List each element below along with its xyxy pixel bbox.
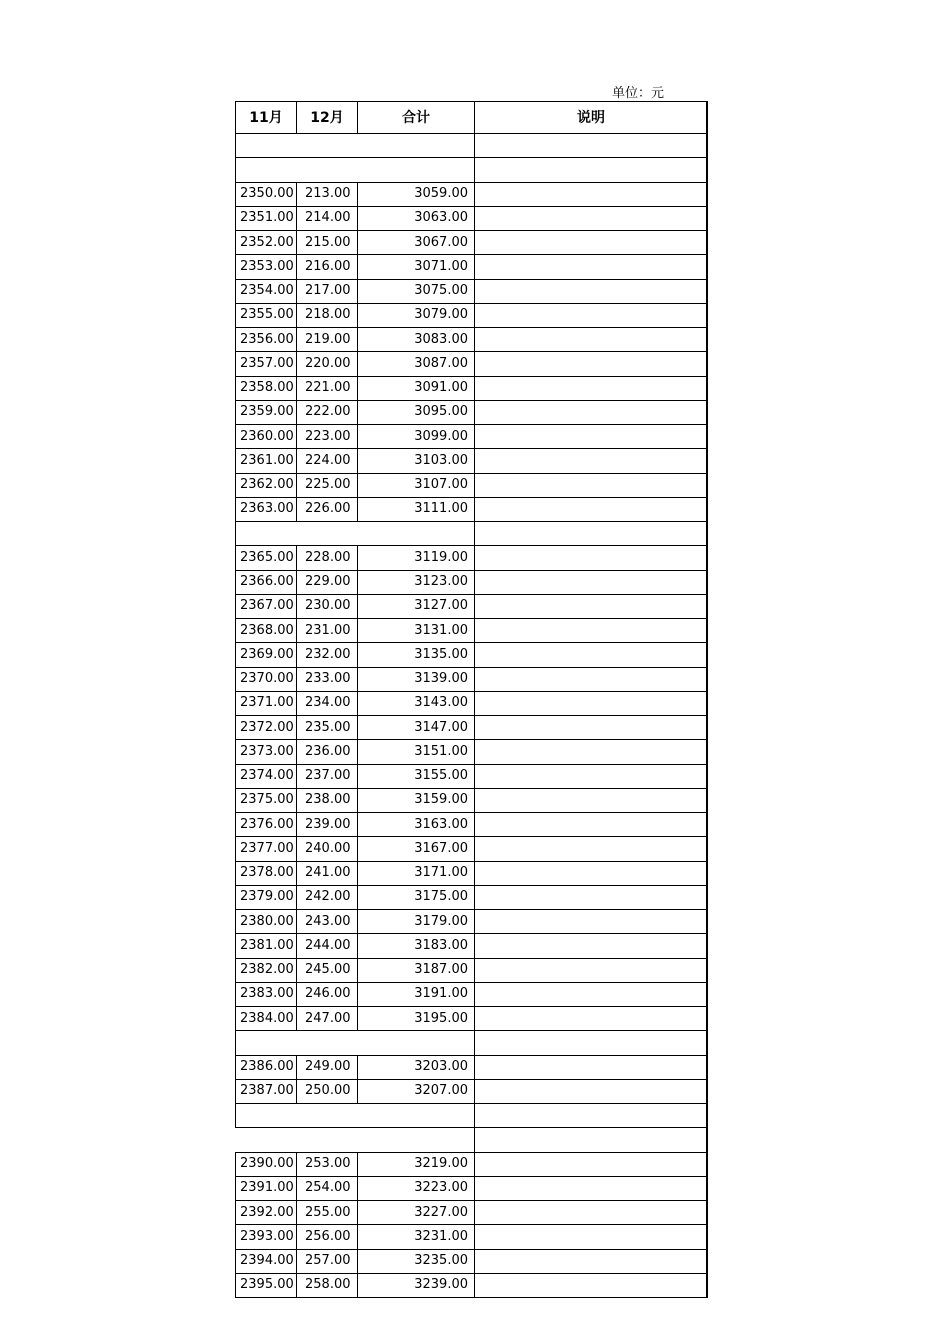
- cell-total[interactable]: 3183.00: [358, 934, 475, 958]
- cell-nov[interactable]: 2357.00: [236, 352, 297, 376]
- cell-total[interactable]: 3067.00: [358, 231, 475, 255]
- table-row: [236, 449, 708, 473]
- cell-nov[interactable]: 2362.00: [236, 473, 297, 497]
- cell-total[interactable]: 3059.00: [358, 182, 475, 206]
- cell-note[interactable]: [475, 958, 708, 982]
- cell-total[interactable]: [358, 1104, 475, 1128]
- cell-dec[interactable]: 222.00: [297, 400, 358, 424]
- header-dec: 12月: [297, 102, 358, 134]
- cell-nov[interactable]: 2379.00: [236, 885, 297, 909]
- table-row: [236, 328, 708, 352]
- cell-note[interactable]: [475, 643, 708, 667]
- table-row: [236, 352, 708, 376]
- cell-nov[interactable]: 2360.00: [236, 425, 297, 449]
- cell-dec[interactable]: 218.00: [297, 303, 358, 327]
- table-row: [236, 376, 708, 400]
- cell-total[interactable]: 3203.00: [358, 1055, 475, 1079]
- cell-note[interactable]: [475, 594, 708, 618]
- cell-total[interactable]: 3227.00: [358, 1201, 475, 1225]
- header-nov: 11月: [236, 102, 297, 134]
- table-row: [236, 497, 708, 521]
- cell-nov[interactable]: 2368.00: [236, 619, 297, 643]
- cell-dec[interactable]: 226.00: [297, 497, 358, 521]
- cell-note[interactable]: [475, 982, 708, 1006]
- table-row: [236, 473, 708, 497]
- cell-note[interactable]: [475, 303, 708, 327]
- table-row: [236, 643, 708, 667]
- cell-total[interactable]: 3187.00: [358, 958, 475, 982]
- cell-total[interactable]: [358, 158, 475, 182]
- table-row: [236, 1225, 708, 1249]
- cell-total[interactable]: 3175.00: [358, 885, 475, 909]
- cell-total[interactable]: 3135.00: [358, 643, 475, 667]
- cell-nov[interactable]: 2370.00: [236, 667, 297, 691]
- table-row: [236, 788, 708, 812]
- cell-total[interactable]: 3223.00: [358, 1176, 475, 1200]
- cell-total[interactable]: 3083.00: [358, 328, 475, 352]
- table-row: [236, 958, 708, 982]
- cell-total[interactable]: 3155.00: [358, 764, 475, 788]
- cell-note[interactable]: [475, 740, 708, 764]
- cell-dec[interactable]: [297, 134, 358, 158]
- cell-total[interactable]: 3195.00: [358, 1007, 475, 1031]
- cell-note[interactable]: [475, 570, 708, 594]
- cell-dec[interactable]: 237.00: [297, 764, 358, 788]
- cell-total[interactable]: 3123.00: [358, 570, 475, 594]
- cell-nov[interactable]: 2354.00: [236, 279, 297, 303]
- cell-total[interactable]: 3139.00: [358, 667, 475, 691]
- cell-total[interactable]: 3063.00: [358, 206, 475, 230]
- cell-total[interactable]: 3239.00: [358, 1273, 475, 1297]
- cell-nov[interactable]: 2359.00: [236, 400, 297, 424]
- cell-total[interactable]: 3167.00: [358, 837, 475, 861]
- table-row: [236, 716, 708, 740]
- cell-total[interactable]: 3079.00: [358, 303, 475, 327]
- cell-dec[interactable]: 234.00: [297, 691, 358, 715]
- cell-total[interactable]: 3131.00: [358, 619, 475, 643]
- table-row: [236, 1176, 708, 1200]
- cell-nov[interactable]: 2378.00: [236, 861, 297, 885]
- cell-dec[interactable]: 215.00: [297, 231, 358, 255]
- table-row: [236, 303, 708, 327]
- cell-nov[interactable]: [236, 1031, 297, 1055]
- table-row: [236, 1007, 708, 1031]
- cell-dec[interactable]: 229.00: [297, 570, 358, 594]
- cell-note[interactable]: [475, 691, 708, 715]
- cell-nov[interactable]: [236, 158, 297, 182]
- cell-total[interactable]: [358, 522, 475, 546]
- unit-label: 单位：元: [612, 86, 665, 101]
- cell-dec[interactable]: 239.00: [297, 813, 358, 837]
- cell-note[interactable]: [475, 328, 708, 352]
- cell-dec[interactable]: 217.00: [297, 279, 358, 303]
- cell-total[interactable]: 3179.00: [358, 910, 475, 934]
- cell-total[interactable]: 3127.00: [358, 594, 475, 618]
- cell-nov[interactable]: 2353.00: [236, 255, 297, 279]
- cell-total[interactable]: 3143.00: [358, 691, 475, 715]
- cell-total[interactable]: 3171.00: [358, 861, 475, 885]
- data-table: [235, 101, 708, 1298]
- table-row: [236, 1152, 708, 1176]
- table-row: [236, 231, 708, 255]
- header-note: 说明: [475, 102, 708, 134]
- cell-dec[interactable]: [297, 158, 358, 182]
- cell-dec[interactable]: 235.00: [297, 716, 358, 740]
- cell-dec[interactable]: 221.00: [297, 376, 358, 400]
- table-row: [236, 1249, 708, 1273]
- cell-dec[interactable]: 244.00: [297, 934, 358, 958]
- cell-note[interactable]: [475, 910, 708, 934]
- table-row: [236, 740, 708, 764]
- table-row: [236, 570, 708, 594]
- cell-note[interactable]: [475, 352, 708, 376]
- table-row: [236, 546, 708, 570]
- cell-total[interactable]: 3151.00: [358, 740, 475, 764]
- table-body: [236, 134, 708, 1298]
- cell-total[interactable]: 3087.00: [358, 352, 475, 376]
- table-row: [236, 1201, 708, 1225]
- cell-dec[interactable]: 257.00: [297, 1249, 358, 1273]
- cell-dec[interactable]: 230.00: [297, 594, 358, 618]
- cell-dec[interactable]: 236.00: [297, 740, 358, 764]
- table-row: [236, 1128, 708, 1152]
- cell-nov[interactable]: 2395.00: [236, 1273, 297, 1297]
- cell-dec[interactable]: 250.00: [297, 1079, 358, 1103]
- table-row: [236, 158, 708, 182]
- cell-note[interactable]: [475, 449, 708, 473]
- cell-note[interactable]: [475, 425, 708, 449]
- cell-nov[interactable]: 2365.00: [236, 546, 297, 570]
- cell-note[interactable]: [475, 546, 708, 570]
- cell-nov[interactable]: [236, 522, 297, 546]
- cell-total[interactable]: 3107.00: [358, 473, 475, 497]
- cell-nov[interactable]: 2387.00: [236, 1079, 297, 1103]
- cell-nov[interactable]: 2351.00: [236, 206, 297, 230]
- cell-nov[interactable]: 2350.00: [236, 182, 297, 206]
- cell-nov[interactable]: 2394.00: [236, 1249, 297, 1273]
- cell-dec[interactable]: 241.00: [297, 861, 358, 885]
- cell-note[interactable]: [475, 1152, 708, 1176]
- cell-nov[interactable]: [236, 1128, 297, 1152]
- cell-total[interactable]: 3095.00: [358, 400, 475, 424]
- cell-dec[interactable]: 220.00: [297, 352, 358, 376]
- cell-total[interactable]: 3111.00: [358, 497, 475, 521]
- table-row: [236, 522, 708, 546]
- cell-note[interactable]: [475, 376, 708, 400]
- cell-dec[interactable]: 219.00: [297, 328, 358, 352]
- cell-note[interactable]: [475, 1079, 708, 1103]
- cell-dec[interactable]: 249.00: [297, 1055, 358, 1079]
- cell-note[interactable]: [475, 400, 708, 424]
- cell-nov[interactable]: 2373.00: [236, 740, 297, 764]
- cell-note[interactable]: [475, 473, 708, 497]
- table-row: [236, 910, 708, 934]
- cell-nov[interactable]: 2369.00: [236, 643, 297, 667]
- table-row: [236, 182, 708, 206]
- cell-note[interactable]: [475, 1201, 708, 1225]
- cell-note[interactable]: [475, 1104, 708, 1128]
- cell-total[interactable]: 3163.00: [358, 813, 475, 837]
- cell-total[interactable]: [358, 1128, 475, 1152]
- cell-note[interactable]: [475, 1007, 708, 1031]
- cell-note[interactable]: [475, 764, 708, 788]
- cell-dec[interactable]: [297, 1128, 358, 1152]
- cell-nov[interactable]: 2392.00: [236, 1201, 297, 1225]
- table-row: [236, 1055, 708, 1079]
- table-row: [236, 206, 708, 230]
- table-row: [236, 134, 708, 158]
- cell-dec[interactable]: 247.00: [297, 1007, 358, 1031]
- table-row: [236, 691, 708, 715]
- table-row: [236, 619, 708, 643]
- cell-note[interactable]: [475, 1249, 708, 1273]
- cell-note[interactable]: [475, 667, 708, 691]
- cell-dec[interactable]: [297, 1031, 358, 1055]
- cell-note[interactable]: [475, 1031, 708, 1055]
- table-row: [236, 1031, 708, 1055]
- cell-note[interactable]: [475, 497, 708, 521]
- cell-nov[interactable]: 2375.00: [236, 788, 297, 812]
- header-total: 合计: [358, 102, 475, 134]
- table-row: [236, 1079, 708, 1103]
- table-row: [236, 885, 708, 909]
- cell-nov[interactable]: 2358.00: [236, 376, 297, 400]
- cell-note[interactable]: [475, 182, 708, 206]
- cell-dec[interactable]: 238.00: [297, 788, 358, 812]
- cell-note[interactable]: [475, 885, 708, 909]
- cell-dec[interactable]: 216.00: [297, 255, 358, 279]
- cell-total[interactable]: 3119.00: [358, 546, 475, 570]
- cell-nov[interactable]: 2386.00: [236, 1055, 297, 1079]
- cell-note[interactable]: [475, 1055, 708, 1079]
- cell-dec[interactable]: 224.00: [297, 449, 358, 473]
- cell-dec[interactable]: [297, 1104, 358, 1128]
- table-row: [236, 255, 708, 279]
- cell-note[interactable]: [475, 255, 708, 279]
- cell-dec[interactable]: 240.00: [297, 837, 358, 861]
- cell-dec[interactable]: 213.00: [297, 182, 358, 206]
- cell-nov[interactable]: 2381.00: [236, 934, 297, 958]
- cell-dec[interactable]: 214.00: [297, 206, 358, 230]
- cell-total[interactable]: 3099.00: [358, 425, 475, 449]
- cell-note[interactable]: [475, 134, 708, 158]
- cell-dec[interactable]: 254.00: [297, 1176, 358, 1200]
- cell-dec[interactable]: [297, 522, 358, 546]
- cell-note[interactable]: [475, 837, 708, 861]
- spreadsheet: [235, 101, 709, 1298]
- cell-nov[interactable]: 2374.00: [236, 764, 297, 788]
- cell-total[interactable]: 3103.00: [358, 449, 475, 473]
- table-row: [236, 934, 708, 958]
- table-row: [236, 837, 708, 861]
- cell-total[interactable]: 3235.00: [358, 1249, 475, 1273]
- cell-total[interactable]: [358, 134, 475, 158]
- cell-nov[interactable]: 2393.00: [236, 1225, 297, 1249]
- cell-total[interactable]: 3091.00: [358, 376, 475, 400]
- cell-dec[interactable]: 228.00: [297, 546, 358, 570]
- cell-dec[interactable]: 256.00: [297, 1225, 358, 1249]
- cell-dec[interactable]: 243.00: [297, 910, 358, 934]
- table-row: [236, 279, 708, 303]
- table-row: [236, 400, 708, 424]
- cell-dec[interactable]: 233.00: [297, 667, 358, 691]
- cell-nov[interactable]: 2371.00: [236, 691, 297, 715]
- cell-nov[interactable]: 2356.00: [236, 328, 297, 352]
- cell-note[interactable]: [475, 231, 708, 255]
- cell-total[interactable]: 3207.00: [358, 1079, 475, 1103]
- table-row: [236, 813, 708, 837]
- table-row: [236, 425, 708, 449]
- table-row: [236, 594, 708, 618]
- cell-dec[interactable]: 253.00: [297, 1152, 358, 1176]
- table-row: [236, 861, 708, 885]
- cell-nov[interactable]: 2380.00: [236, 910, 297, 934]
- cell-nov[interactable]: 2363.00: [236, 497, 297, 521]
- cell-note[interactable]: [475, 1225, 708, 1249]
- cell-total[interactable]: 3159.00: [358, 788, 475, 812]
- cell-note[interactable]: [475, 1176, 708, 1200]
- cell-nov[interactable]: 2391.00: [236, 1176, 297, 1200]
- cell-note[interactable]: [475, 206, 708, 230]
- table-row: [236, 667, 708, 691]
- table-row: [236, 1273, 708, 1297]
- cell-note[interactable]: [475, 861, 708, 885]
- table-row: [236, 764, 708, 788]
- cell-dec[interactable]: 242.00: [297, 885, 358, 909]
- cell-note[interactable]: [475, 279, 708, 303]
- cell-total[interactable]: 3075.00: [358, 279, 475, 303]
- table-row: [236, 982, 708, 1006]
- cell-total[interactable]: [358, 1031, 475, 1055]
- right-double-border: [706, 101, 709, 1298]
- cell-nov[interactable]: 2376.00: [236, 813, 297, 837]
- cell-note[interactable]: [475, 1128, 708, 1152]
- cell-nov[interactable]: 2352.00: [236, 231, 297, 255]
- cell-nov[interactable]: 2372.00: [236, 716, 297, 740]
- cell-nov[interactable]: [236, 134, 297, 158]
- cell-nov[interactable]: 2361.00: [236, 449, 297, 473]
- cell-note[interactable]: [475, 813, 708, 837]
- cell-dec[interactable]: 231.00: [297, 619, 358, 643]
- table-row: [236, 1104, 708, 1128]
- cell-dec[interactable]: 255.00: [297, 1201, 358, 1225]
- cell-note[interactable]: [475, 788, 708, 812]
- cell-note[interactable]: [475, 619, 708, 643]
- cell-total[interactable]: 3147.00: [358, 716, 475, 740]
- cell-dec[interactable]: 232.00: [297, 643, 358, 667]
- cell-note[interactable]: [475, 1273, 708, 1297]
- cell-nov[interactable]: 2355.00: [236, 303, 297, 327]
- cell-total[interactable]: 3231.00: [358, 1225, 475, 1249]
- cell-nov[interactable]: 2377.00: [236, 837, 297, 861]
- cell-total[interactable]: 3219.00: [358, 1152, 475, 1176]
- cell-dec[interactable]: 245.00: [297, 958, 358, 982]
- cell-nov[interactable]: 2366.00: [236, 570, 297, 594]
- cell-dec[interactable]: 223.00: [297, 425, 358, 449]
- cell-note[interactable]: [475, 522, 708, 546]
- cell-dec[interactable]: 246.00: [297, 982, 358, 1006]
- cell-nov[interactable]: 2367.00: [236, 594, 297, 618]
- cell-nov[interactable]: 2383.00: [236, 982, 297, 1006]
- cell-note[interactable]: [475, 716, 708, 740]
- cell-nov[interactable]: [236, 1104, 297, 1128]
- cell-dec[interactable]: 258.00: [297, 1273, 358, 1297]
- cell-nov[interactable]: 2390.00: [236, 1152, 297, 1176]
- cell-total[interactable]: 3191.00: [358, 982, 475, 1006]
- cell-nov[interactable]: 2384.00: [236, 1007, 297, 1031]
- cell-dec[interactable]: 225.00: [297, 473, 358, 497]
- cell-note[interactable]: [475, 934, 708, 958]
- header-row: [236, 102, 708, 134]
- cell-total[interactable]: 3071.00: [358, 255, 475, 279]
- cell-nov[interactable]: 2382.00: [236, 958, 297, 982]
- cell-note[interactable]: [475, 158, 708, 182]
